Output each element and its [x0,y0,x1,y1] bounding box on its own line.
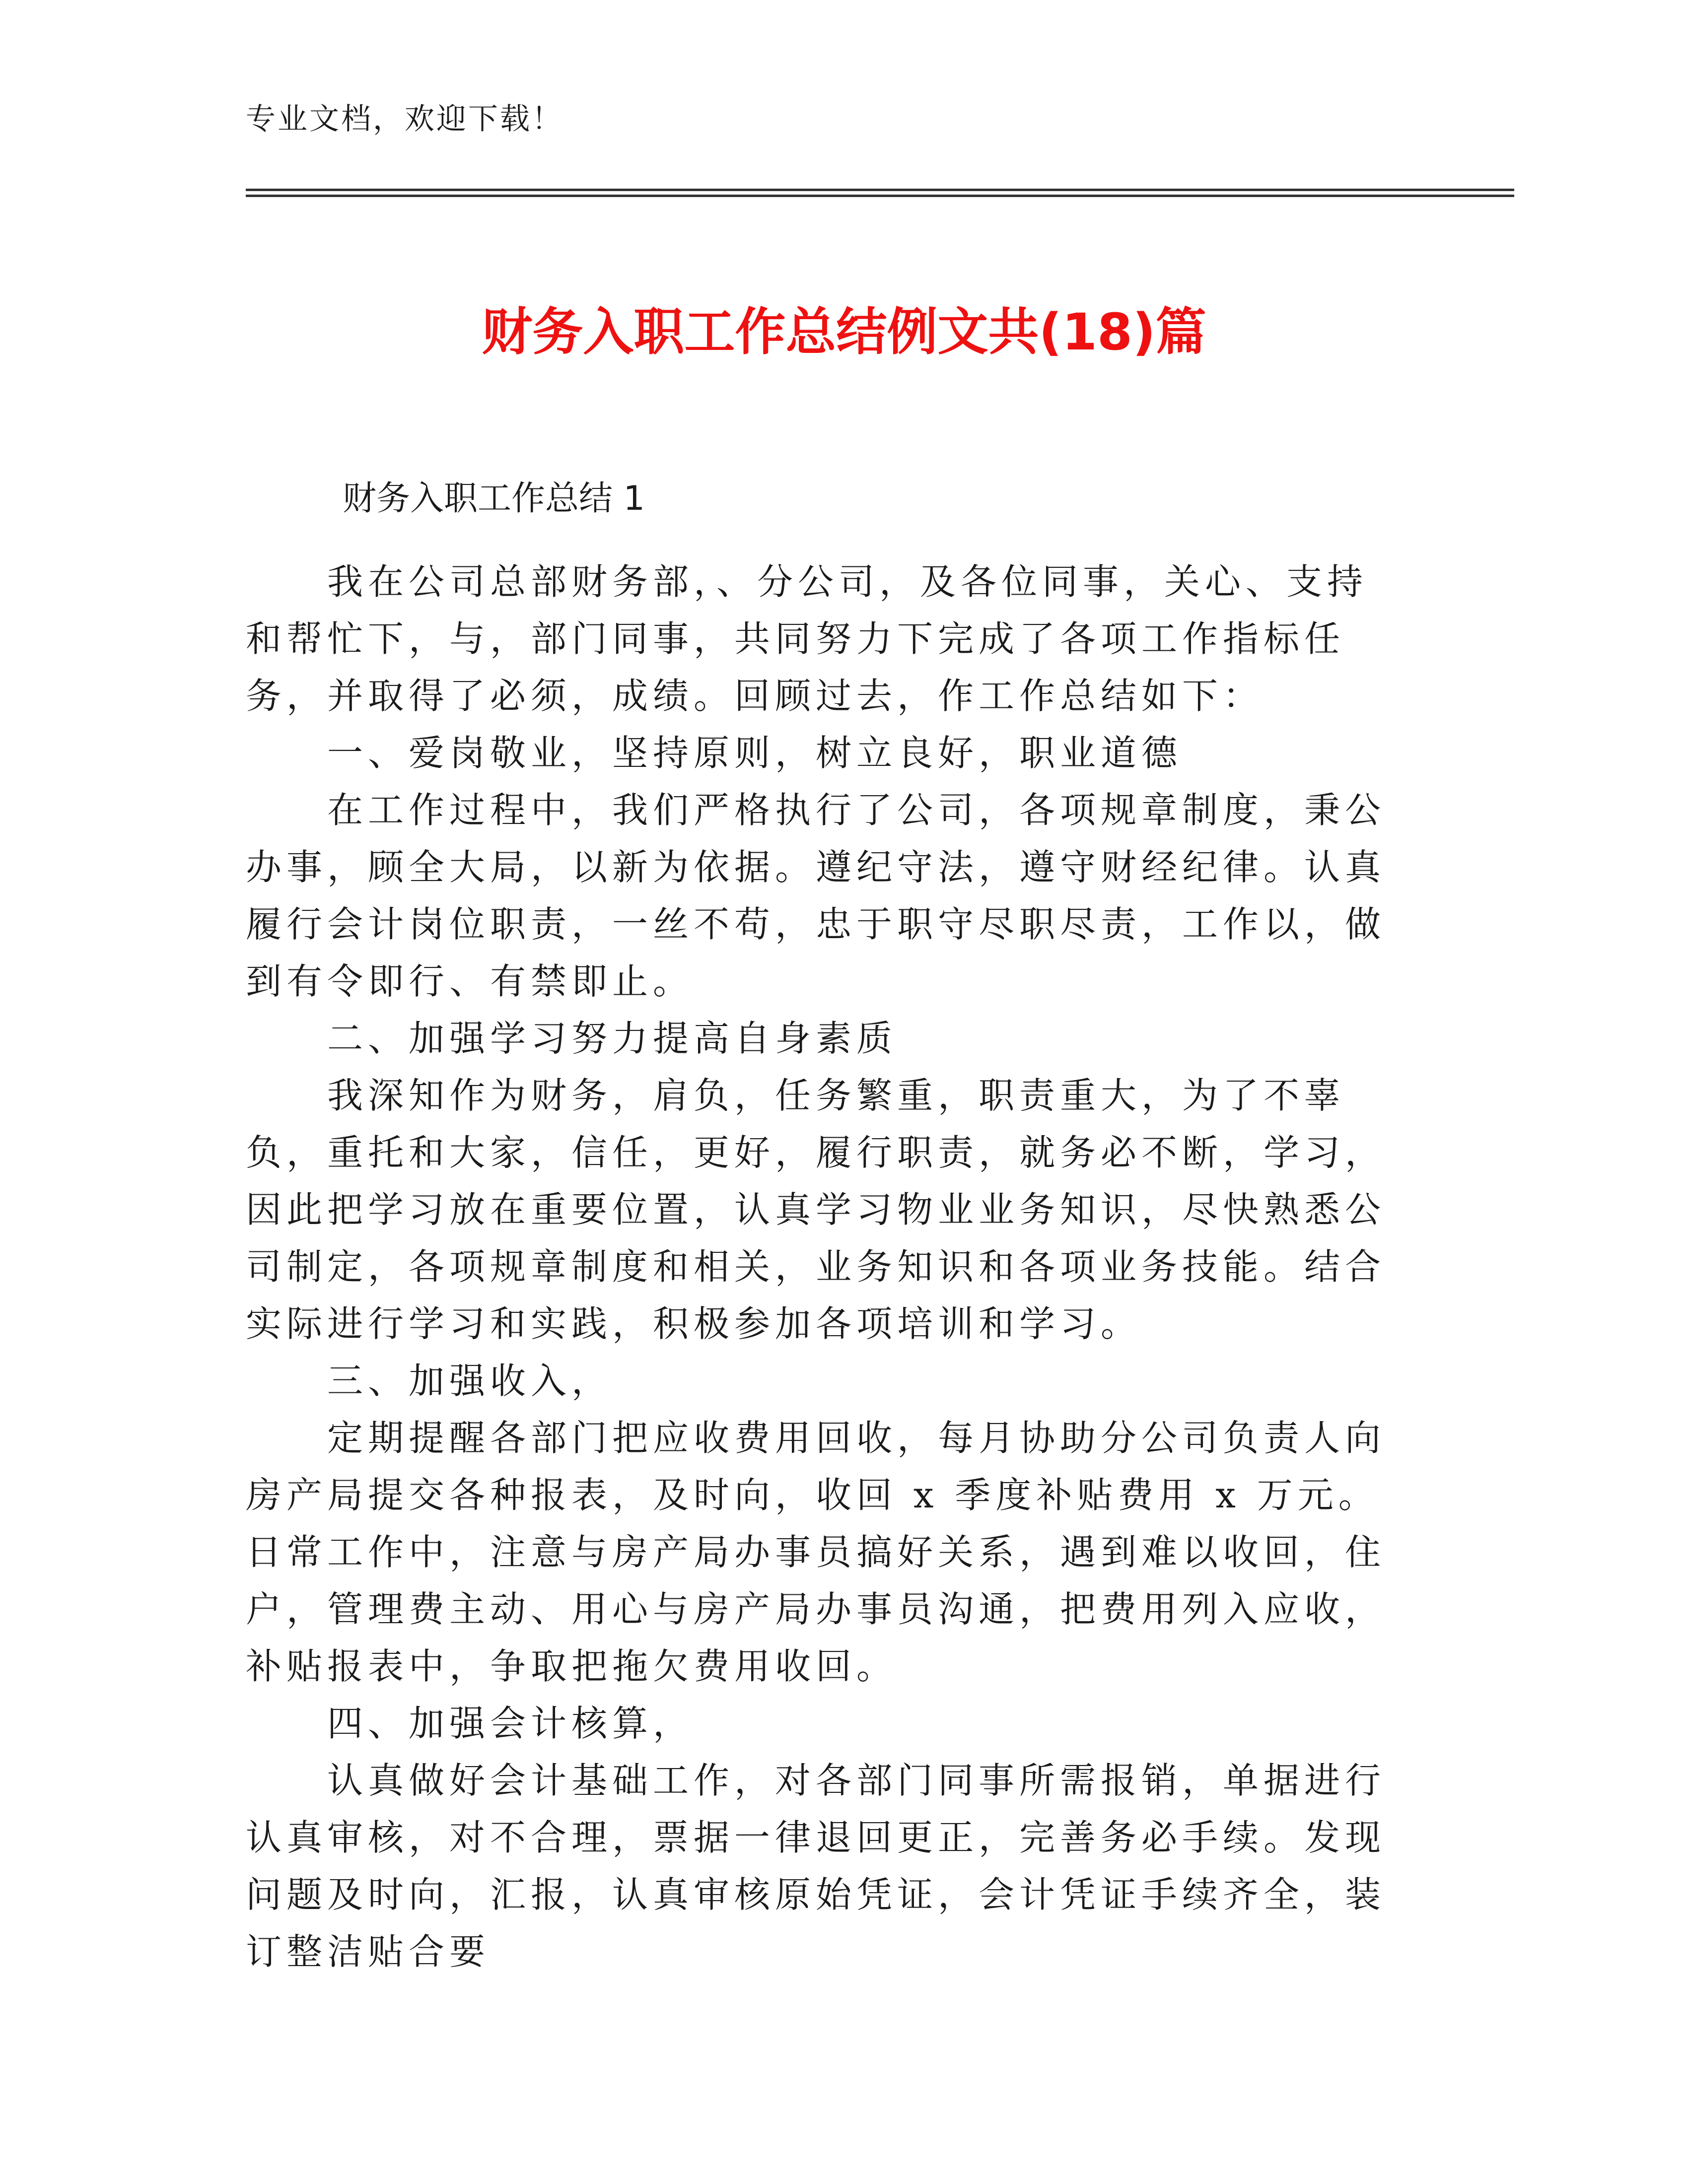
header-rule-top [246,189,1514,191]
paragraph: 在工作过程中，我们严格执行了公司，各项规章制度，秉公办事，顾全大局，以新为依据。遵纪守法，遵守财经纪律。认真履行会计岗位职责，一丝不苟，忠于职守尽职尽责，工作以，做到有令即行、有禁即止。 [246,789,1386,1002]
paragraph: 定期提醒各部门把应收费用回收，每月协助分公司负责人向房产局提交各种报表，及时向，收回 x 季度补贴费用 x 万元。日常工作中，注意与房产局办事员搞好关系，遇到难以收回，住户，管理费主动、用心与房产局办事员沟通，把费用列入应收，补贴报表中，争取把拖欠费用收回。 [246,1417,1386,1687]
paragraph-heading: 四、加强会计核算， [327,1703,694,1744]
paragraph-heading: 三、加强收入， [327,1360,613,1402]
paragraph: 我在公司总部财务部，、分公司，及各位同事，关心、支持和帮忙下，与，部门同事，共同努力下完成了各项工作指标任务，并取得了必须，成绩。回顾过去，作工作总结如下： [246,561,1368,717]
header-rule-bottom [246,195,1514,197]
document-body [246,553,1407,1980]
section-title: 财务入职工作总结 1 [343,479,645,518]
paragraph: 认真做好会计基础工作，对各部门同事所需报销，单据进行认真审核，对不合理，票据一律退回更正，完善务必手续。发现问题及时向，汇报，认真审核原始凭证，会计凭证手续齐全，装订整洁贴合要 [246,1760,1386,1973]
document-title: 财务入职工作总结例文共(18)篇 [482,303,1206,362]
page-header-text: 专业文档，欢迎下载！ [246,102,563,136]
paragraph-heading: 二、加强学习努力提高自身素质 [327,1018,898,1059]
paragraph: 我深知作为财务，肩负，任务繁重，职责重大，为了不辜负，重托和大家，信任，更好，履行职责，就务必不断，学习，因此把学习放在重要位置，认真学习物业业务知识，尽快熟悉公司制定，各项规章制度和相关，业务知识和各项业务技能。结合实际进行学习和实践，积极参加各项培训和学习。 [246,1075,1386,1345]
paragraph-heading: 一、爱岗敬业，坚持原则，树立良好，职业道德 [327,732,1183,774]
